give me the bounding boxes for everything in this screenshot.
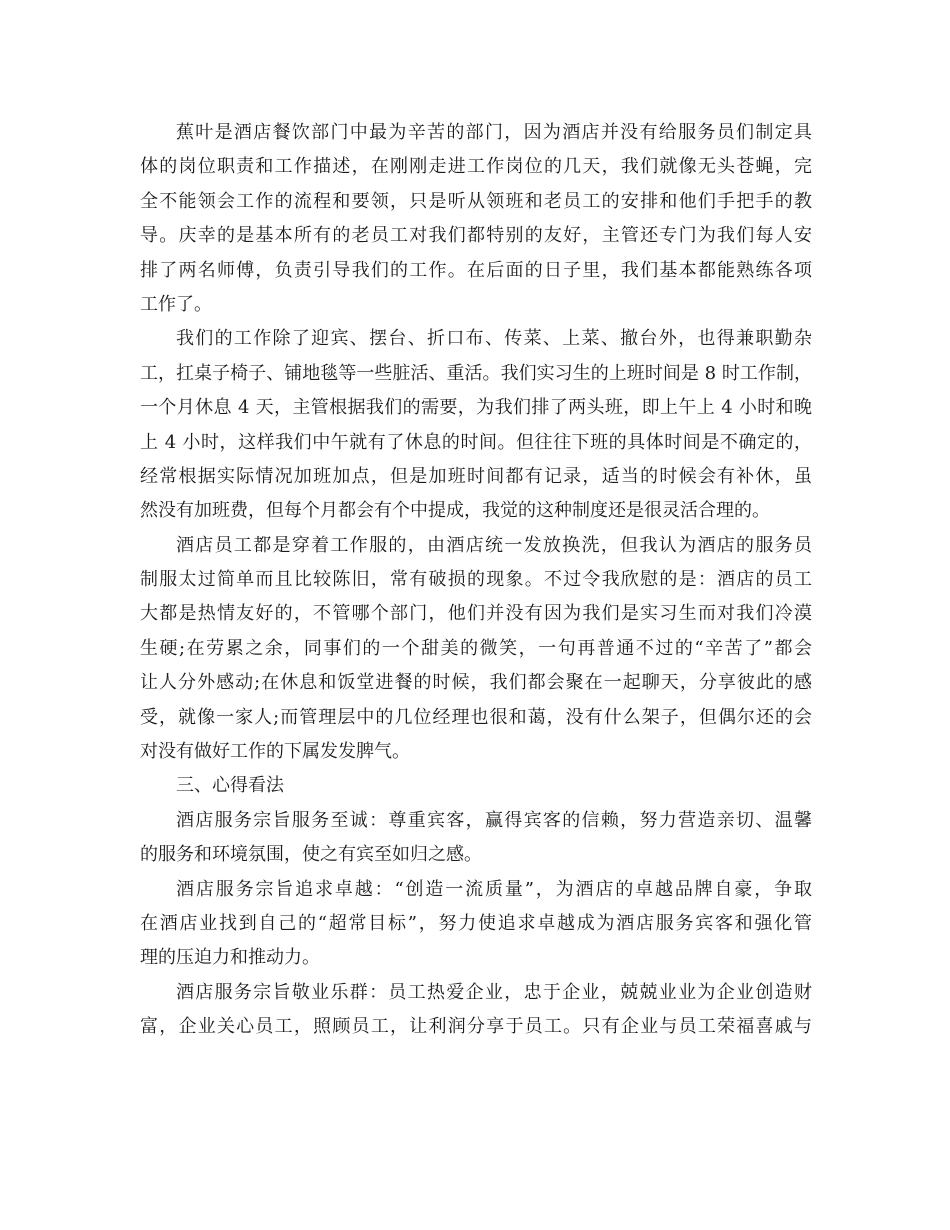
- text-line: 蕉叶是酒店餐饮部门中最为辛苦的部门，因为酒店并没有给服务员们制定具: [176, 122, 812, 143]
- text-line: 制服太过简单而且比较陈旧，常有破损的现象。不过令我欣慰的是：酒店的员工: [140, 569, 812, 591]
- text-line: 全不能领会工作的流程和要领，只是听从领班和老员工的安排和他们手把手的教: [140, 190, 812, 212]
- text-line: 大都是热情友好的，不管哪个部门，他们并没有因为我们是实习生而对我们冷漠: [140, 603, 812, 625]
- text-line: 酒店服务宗旨服务至诚：尊重宾客，赢得宾客的信赖，努力营造亲切、温馨: [176, 809, 812, 831]
- text-line: 经常根据实际情况加班加点，但是加班时间都有记录，适当的时候会有补休，虽: [140, 465, 812, 487]
- text-line: 酒店员工都是穿着工作服的，由酒店统一发放换洗，但我认为酒店的服务员: [176, 534, 812, 556]
- text-line: 工，扛桌子椅子、铺地毯等一些脏活、重活。我们实习生的上班时间是 8 时工作制，: [140, 362, 812, 384]
- text-line: 然没有加班费，但每个月都会有个中提成，我觉的这种制度还是很灵活合理的。: [140, 500, 770, 522]
- text-line: 体的岗位职责和工作描述，在刚刚走进工作岗位的几天，我们就像无头苍蝇，完: [140, 156, 812, 178]
- text-line: 在酒店业找到自己的“超常目标”，努力使追求卓越成为酒店服务宾客和强化管: [140, 912, 812, 934]
- text-line: 的服务和环境氛围，使之有宾至如归之感。: [140, 844, 482, 866]
- text-line: 工作了。: [140, 293, 212, 315]
- text-line: 让人分外感动;在休息和饭堂进餐的时候，我们都会聚在一起聊天，分享彼此的感: [140, 672, 812, 694]
- text-line: 上 4 小时，这样我们中午就有了休息的时间。但往往下班的具体时间是不确定的，: [140, 431, 812, 453]
- text-line: 导。庆幸的是基本所有的老员工对我们都特别的友好，主管还专门为我们每人安: [140, 225, 812, 247]
- text-line: 理的压迫力和推动力。: [140, 947, 320, 969]
- text-line: 一个月休息 4 天，主管根据我们的需要，为我们排了两头班，即上午上 4 小时和晚: [140, 397, 812, 419]
- text-line: 对没有做好工作的下属发发脾气。: [140, 741, 410, 763]
- text-line: 排了两名师傅，负责引导我们的工作。在后面的日子里，我们基本都能熟练各项: [140, 259, 812, 281]
- text-line: 酒店服务宗旨敬业乐群：员工热爱企业，忠于企业，兢兢业业为企业创造财: [176, 981, 812, 1003]
- text-line: 三、心得看法: [176, 775, 284, 797]
- text-line: 生硬;在劳累之余，同事们的一个甜美的微笑，一句再普通不过的“辛苦了”都会: [140, 637, 812, 659]
- document-body: [140, 116, 812, 1045]
- text-line: 酒店服务宗旨追求卓越：“创造一流质量”，为酒店的卓越品牌自豪，争取: [176, 878, 812, 900]
- text-line: 富，企业关心员工，照顾员工，让利润分享于员工。只有企业与员工荣福喜戚与: [140, 1016, 812, 1038]
- text-line: 我们的工作除了迎宾、摆台、折口布、传菜、上菜、撤台外，也得兼职勤杂: [176, 328, 812, 350]
- text-line: 受，就像一家人;而管理层中的几位经理也很和蔼，没有什么架子，但偶尔还的会: [140, 706, 812, 728]
